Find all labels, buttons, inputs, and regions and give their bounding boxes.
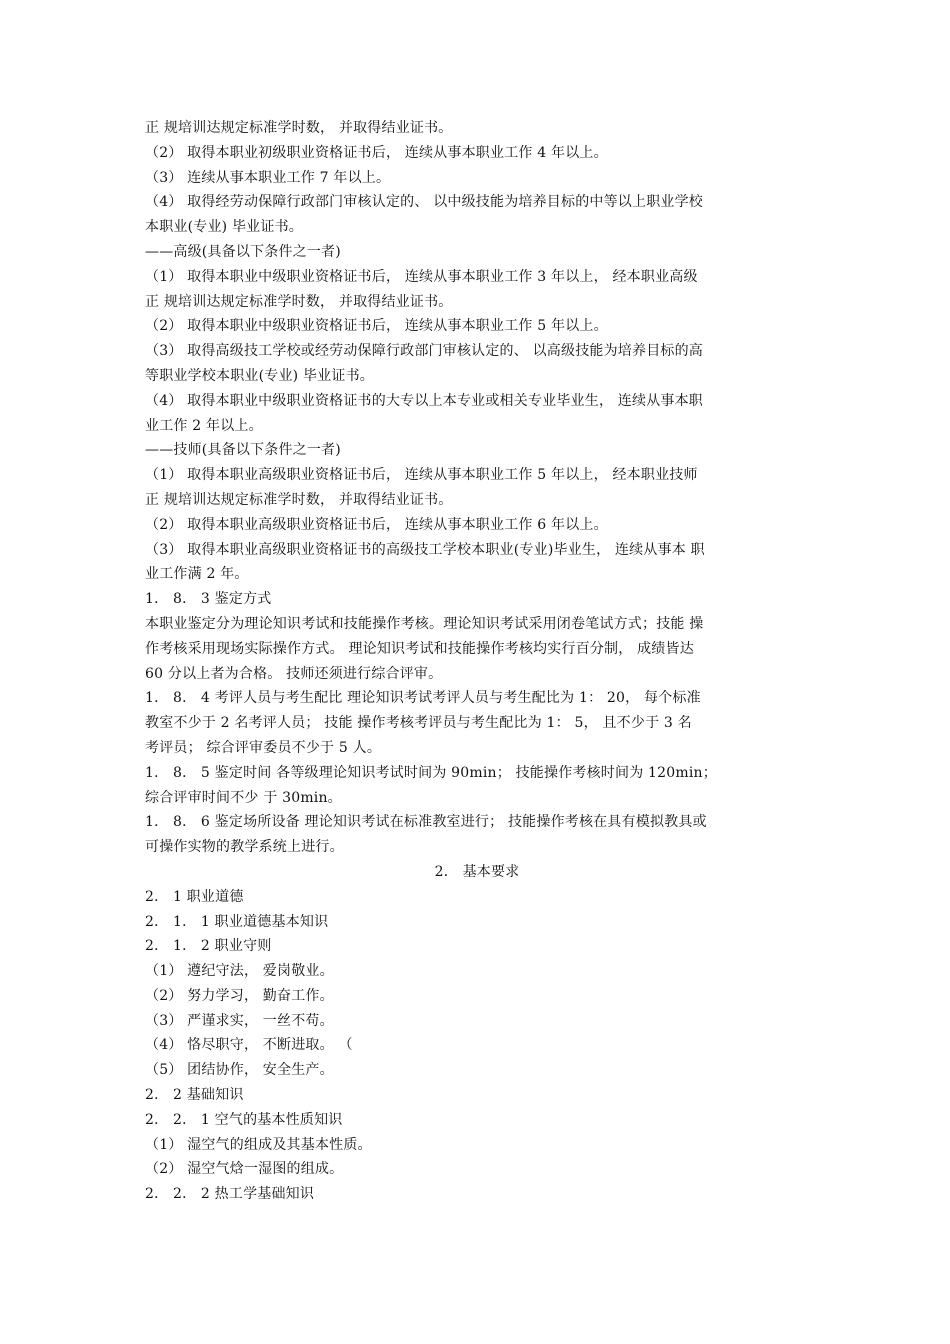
- text-line: 可操作实物的教学系统上进行。: [145, 839, 344, 856]
- text-line: （3） 取得高级技工学校或经劳动保障行政部门审核认定的、 以高级技能为培养目标的高: [145, 343, 704, 360]
- text-line: ——高级(具备以下条件之一者): [145, 243, 341, 260]
- text-line: （4） 取得本职业中级职业资格证书的大专以上本专业或相关专业毕业生， 连续从事本职: [145, 392, 704, 409]
- text-line: 本职业鉴定分为理论知识考试和技能操作考核。理论知识考试采用闭卷笔试方式；技能 操: [145, 615, 704, 632]
- text-line: （4） 恪尽职守， 不断进取。 （: [145, 1037, 353, 1054]
- text-line: （3） 取得本职业高级职业资格证书的高级技工学校本职业(专业)毕业生， 连续从事本 职: [145, 541, 705, 558]
- text-line: 1． 8． 5 鉴定时间 各等级理论知识考试时间为 90min； 技能操作考核时间为 120min；: [145, 764, 717, 781]
- text-line: 1． 8． 3 鉴定方式: [145, 591, 272, 608]
- text-line: 2． 2． 2 热工学基础知识: [145, 1186, 315, 1203]
- text-line: （2） 努力学习， 勤奋工作。: [145, 987, 334, 1004]
- text-line: 2． 2 基础知识: [145, 1087, 244, 1104]
- section-heading: 2． 基本要求: [434, 863, 520, 880]
- text-line: 教室不少于 2 名考评人员； 技能 操作考核考评员与考生配比为 1： 5， 且不少于 3 名: [145, 715, 692, 732]
- text-line: 正 规培训达规定标准学时数， 并取得结业证书。: [145, 293, 453, 310]
- text-line: 等职业学校本职业(专业) 毕业证书。: [145, 367, 374, 384]
- text-line: 业工作 2 年以上。: [145, 417, 263, 434]
- text-line: （4） 取得经劳动保障行政部门审核认定的、 以中级技能为培养目标的中等以上职业学校: [145, 194, 704, 211]
- text-line: 正 规培训达规定标准学时数， 并取得结业证书。: [145, 120, 453, 136]
- text-line: （1） 取得本职业中级职业资格证书后， 连续从事本职业工作 3 年以上， 经本职业高级: [145, 268, 698, 285]
- text-line: 本职业(专业) 毕业证书。: [145, 219, 303, 236]
- text-line: 作考核采用现场实际操作方式。 理论知识考试和技能操作考核均实行百分制， 成绩皆达: [145, 640, 694, 657]
- text-line: 60 分以上者为合格。 技师还须进行综合评审。: [145, 665, 443, 682]
- text-line: 综合评审时间不少 于 30min。: [145, 789, 342, 806]
- text-line: ——技师(具备以下条件之一者): [145, 442, 341, 459]
- text-line: 1． 8． 4 考评人员与考生配比 理论知识考试考评人员与考生配比为 1： 20， 每个标准: [145, 690, 701, 707]
- text-line: 2． 1． 2 职业守则: [145, 938, 272, 955]
- text-line: （3） 连续从事本职业工作 7 年以上。: [145, 169, 391, 186]
- text-line: （2） 取得本职业高级职业资格证书后， 连续从事本职业工作 6 年以上。: [145, 516, 608, 533]
- text-line: 2． 2． 1 空气的基本性质知识: [145, 1111, 343, 1128]
- text-line: （1） 遵纪守法， 爱岗敬业。: [145, 963, 334, 980]
- text-line: （2） 取得本职业初级职业资格证书后， 连续从事本职业工作 4 年以上。: [145, 144, 608, 161]
- document-body: [145, 116, 809, 1207]
- text-line: （2） 湿空气焓一湿图的组成。: [145, 1161, 344, 1178]
- text-line: 业工作满 2 年。: [145, 566, 249, 583]
- text-line: （2） 取得本职业中级职业资格证书后， 连续从事本职业工作 5 年以上。: [145, 318, 608, 335]
- text-line: 1． 8． 6 鉴定场所设备 理论知识考试在标准教室进行； 技能操作考核在具有模拟教具或: [145, 814, 707, 831]
- text-line: 考评员； 综合评审委员不少于 5 人。: [145, 739, 382, 756]
- text-line: （5） 团结协作， 安全生产。: [145, 1062, 334, 1079]
- text-line: （1） 取得本职业高级职业资格证书后， 连续从事本职业工作 5 年以上， 经本职业技师: [145, 467, 698, 484]
- text-line: （1） 湿空气的组成及其基本性质。: [145, 1136, 372, 1153]
- text-line: （3） 严谨求实， 一丝不苟。: [145, 1012, 334, 1029]
- text-line: 正 规培训达规定标准学时数， 并取得结业证书。: [145, 491, 453, 508]
- text-line: 2． 1． 1 职业道德基本知识: [145, 913, 329, 930]
- text-line: 2． 1 职业道德: [145, 888, 244, 905]
